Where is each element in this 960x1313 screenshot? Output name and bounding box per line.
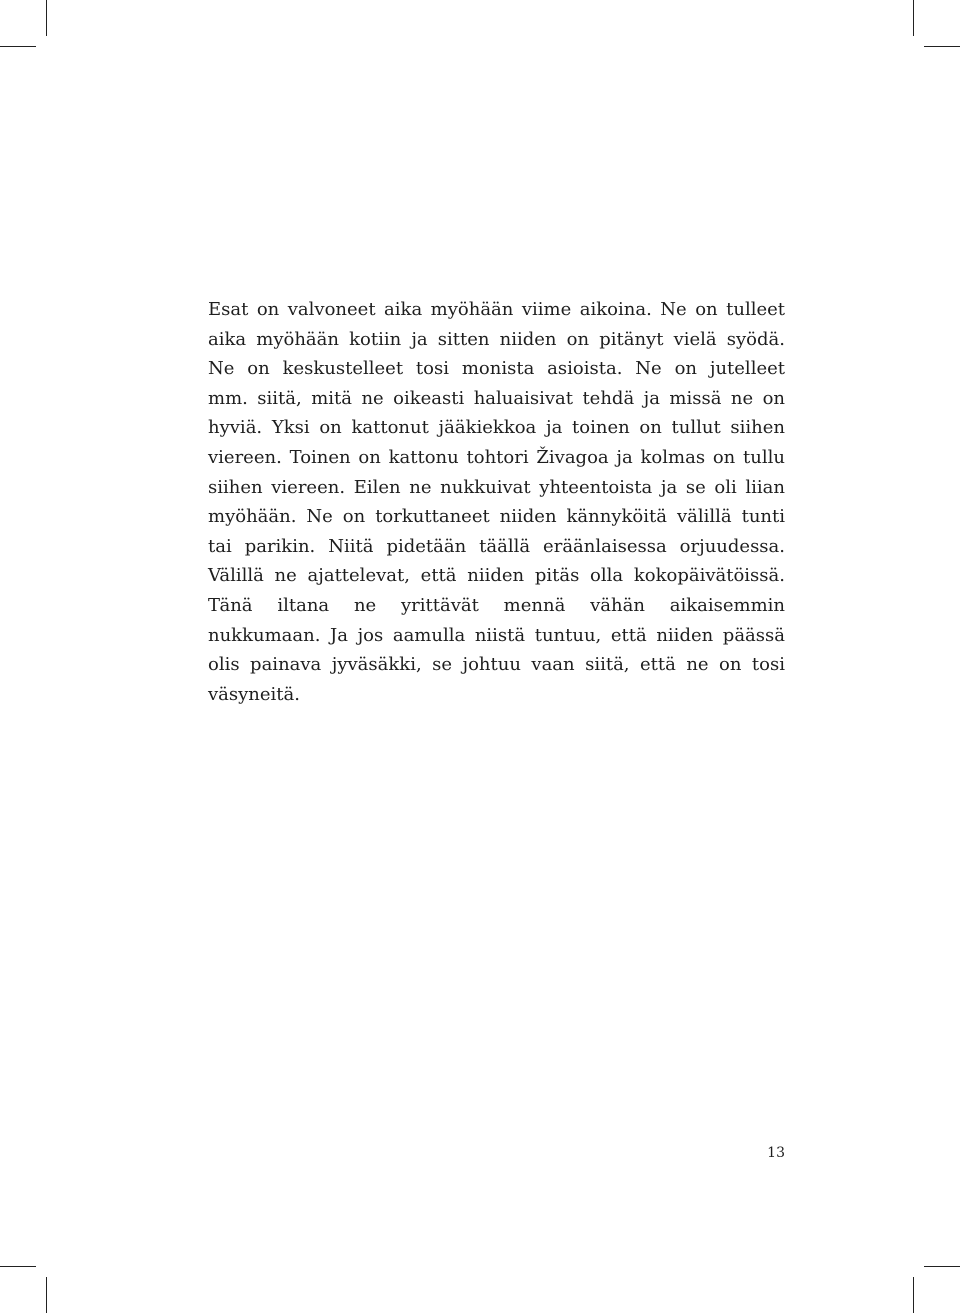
crop-mark-top-left-horizontal [0,46,36,47]
text-line: Tänä iltana ne yrittävät mennä vähän aikaisemmin [208,594,785,616]
text-line: olis painava jyväsäkki, se johtuu vaan siitä, että ne on tosi [208,654,785,676]
text-line: siihen viereen. Eilen ne nukkuivat yhteentoista ja se oli liian [208,476,785,498]
crop-mark-bottom-right-horizontal [924,1266,960,1267]
text-line: nukkumaan. Ja jos aamulla niistä tuntuu, että niiden päässä [208,624,785,646]
text-line: aika myöhään kotiin ja sitten niiden on pitänyt vielä syödä. [208,328,785,350]
page-number: 13 [767,1145,785,1161]
text-line: Ne on keskustelleet tosi monista asioista. Ne on jutelleet [208,358,785,380]
crop-mark-top-left-vertical [46,0,47,36]
crop-mark-top-right-horizontal [924,46,960,47]
text-line: viereen. Toinen on kattonu tohtori Živagoa ja kolmas on tullu [208,446,785,468]
crop-mark-top-right-vertical [913,0,914,36]
text-line: väsyneitä. [208,683,300,705]
body-paragraph [208,295,785,709]
text-line: tai parikin. Niitä pidetään täällä eräänlaisessa orjuudessa. [208,535,785,557]
text-line: Esat on valvoneet aika myöhään viime aikoina. Ne on tulleet [208,299,785,320]
crop-mark-bottom-left-horizontal [0,1266,36,1267]
text-line: Välillä ne ajattelevat, että niiden pitäs olla kokopäivätöissä. [208,565,785,587]
text-line: myöhään. Ne on torkuttaneet niiden kännyköitä välillä tunti [208,506,785,528]
text-line: hyviä. Yksi on kattonut jääkiekkoa ja toinen on tullut siihen [208,417,785,439]
crop-mark-bottom-left-vertical [46,1277,47,1313]
crop-mark-bottom-right-vertical [913,1277,914,1313]
text-line: mm. siitä, mitä ne oikeasti haluaisivat tehdä ja missä ne on [208,387,785,409]
